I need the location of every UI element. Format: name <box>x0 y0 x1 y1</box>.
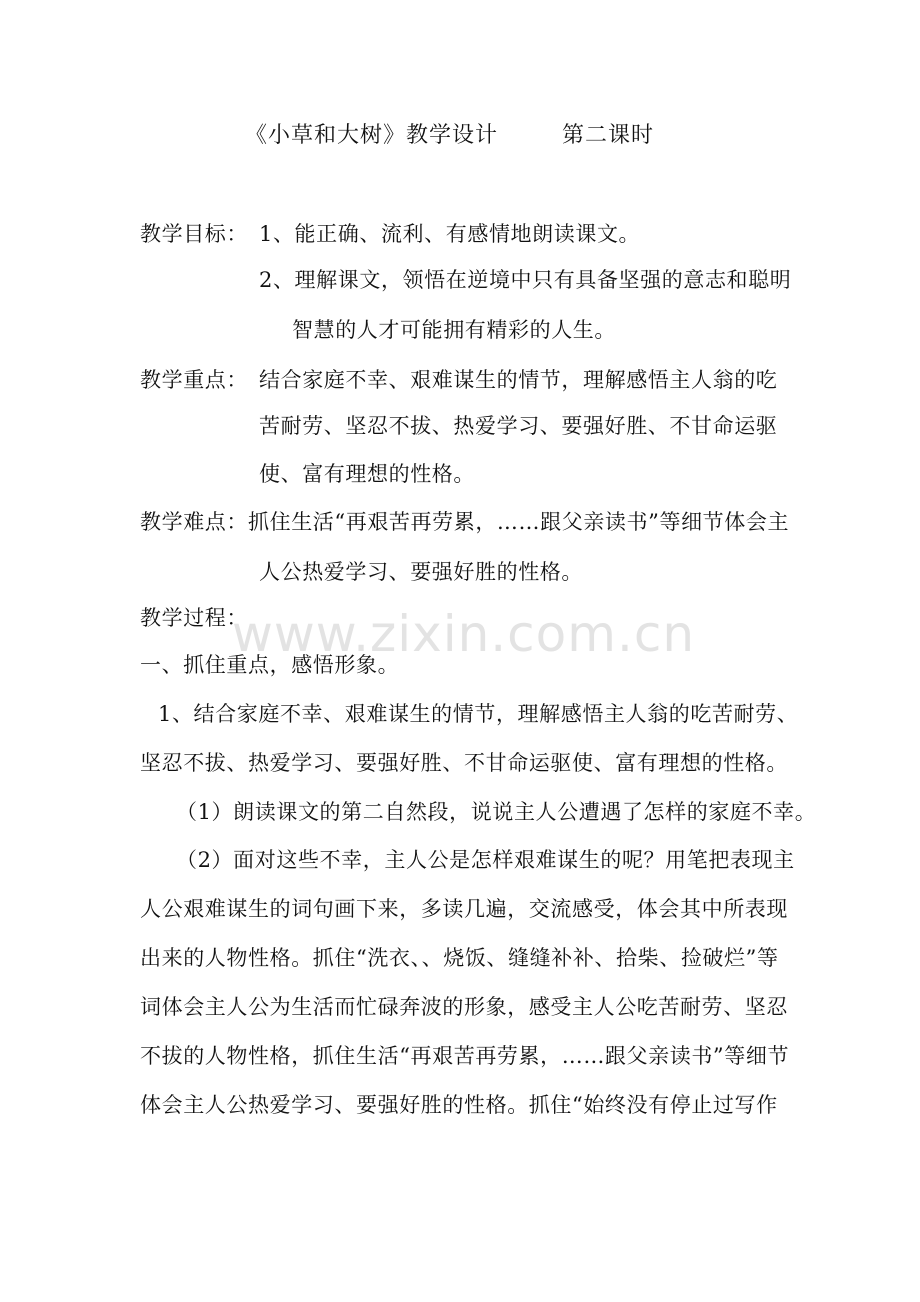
step-2-line-6: 体会主人公热爱学习、要强好胜的性格。抓住“始终没有停止过写作 <box>140 1093 778 1117</box>
step-2-line-4: 词体会主人公为生活而忙碌奔波的形象，感受主人公吃苦耐劳、坚忍 <box>140 995 788 1019</box>
difficulties-line-2: 人公热爱学习、要强好胜的性格。 <box>259 560 583 584</box>
point-1-line-2: 坚忍不拔、热爱学习、要强好胜、不甘命运驱使、富有理想的性格。 <box>140 751 788 775</box>
key-points-line-2: 苦耐劳、坚忍不拔、热爱学习、要强好胜、不甘命运驱 <box>259 414 778 438</box>
step-2-line-3: 出来的人物性格。抓住“洗衣、、烧饭、缝缝补补、拾柴、捡破烂”等 <box>140 946 779 970</box>
objective-item-2-line-2: 智慧的人才可能拥有精彩的人生。 <box>292 318 616 342</box>
objectives-label: 教学目标： <box>140 222 248 246</box>
step-1: （1）朗读课文的第二自然段，说说主人公遭遇了怎样的家庭不幸。 <box>176 800 817 824</box>
lesson-label: 第二课时 <box>562 123 655 148</box>
point-1-line-1: 1、结合家庭不幸、艰难谋生的情节，理解感悟主人翁的吃苦耐劳、 <box>158 702 799 726</box>
step-2-line-2: 人公艰难谋生的词句画下来，多读几遍，交流感受，体会其中所表现 <box>140 897 788 921</box>
objective-item-2-line-1: 2、理解课文，领悟在逆境中只有具备坚强的意志和聪明 <box>259 268 792 292</box>
key-points-label: 教学重点： <box>140 368 248 392</box>
step-2-line-1: （2）面对这些不幸，主人公是怎样艰难谋生的呢？用笔把表现主 <box>176 848 795 872</box>
key-points-line-3: 使、富有理想的性格。 <box>259 462 475 486</box>
watermark: www.zixin.com.cn <box>232 605 696 663</box>
objective-item-1: 1、能正确、流利、有感情地朗读课文。 <box>259 222 641 246</box>
document-title: 《小草和大树》教学设计 <box>245 123 499 148</box>
process-label: 教学过程： <box>140 606 248 630</box>
difficulties-line-1: 抓住生活“再艰苦再劳累，……跟父亲读书”等细节体会主 <box>248 510 790 534</box>
step-2-line-5: 不拔的人物性格，抓住生活“再艰苦再劳累，……跟父亲读书”等细节 <box>140 1044 790 1068</box>
difficulties-label: 教学难点： <box>140 510 248 534</box>
key-points-line-1: 结合家庭不幸、艰难谋生的情节，理解感悟主人翁的吃 <box>259 368 778 392</box>
section-1-heading: 一、抓住重点，感悟形象。 <box>140 653 400 677</box>
